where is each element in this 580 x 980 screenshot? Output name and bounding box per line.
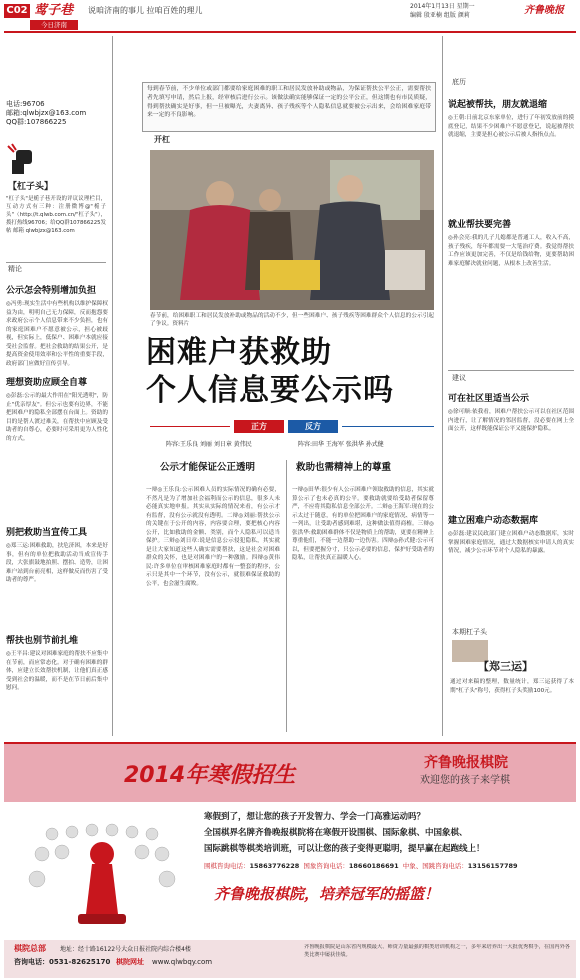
right-text-3: ◎徐可顺:依我看，困难户帮扶公示可以在社区范围内进行，让了解情况的邻居监督，没必要在网上全面公开，这样既能保证公平又能保护隐私。 [448, 409, 574, 432]
left-logo-box [6, 142, 106, 180]
page-number: C02 [4, 4, 30, 18]
lead-text: 每到春节前，不少单位或部门都要给家庭困难的职工和居民发放补助或物品，为保证帮扶公平公正，需要帮扶者先填写申请，然后上报，经审核后进行公示。该做法确实能够保证一定的公平公正，但这期也有市民质疑，得到帮扶确实是好事，但一旦被曝光，夫妻离异、孩子残疾等个人隐私信息就要被公示出来，会给困难家庭带来一定的不良影响。 [147, 86, 431, 119]
ad-line-3: 国际跳棋等棋类培训班，可以让您的孩子变得更聪明，提早赢在起跑线上！ [204, 844, 485, 854]
masthead-editor: 编辑 殷亚楠 组版 颜莉 [410, 12, 470, 19]
left-tag: 精论 [8, 265, 22, 273]
pro-title: 公示才能保证公正透明 [160, 462, 256, 473]
ad-brand: 齐鲁晚报棋院 [424, 755, 508, 771]
right-col-separator [442, 36, 443, 736]
pro-members: 阵容:王乐良 刘丽 刘日章 黄伟民 [166, 441, 252, 448]
left-text-3: ◎郑三运:困难救助，扶危济困，本来是好事，但有的单位把救助活动当成宣传手段，大张旗鼓地拍照、摆拍、造势，让困难户站到台前亮相，这样做反而伤害了受助者的尊严。 [6, 543, 108, 583]
debate-separator [286, 460, 287, 732]
left-headline-3: 别把救助当宣传工具 [6, 528, 88, 538]
headline-line-1: 困难户获救助 [146, 335, 332, 370]
ad-welcome: 欢迎您的孩子来学棋 [420, 775, 510, 786]
fist-icon [6, 142, 46, 176]
debate-line-left [150, 426, 230, 427]
left-headline-1: 公示怎会特别增加负担 [6, 286, 97, 296]
right-text-2: ◎孙会亮:我的儿子儿媳都是普通工人，收入不高，孩子残疾，每年都需要一大笔治疗费。我觉得帮扶工作应该更加完善，不仅是给钱给物，更要帮助困难家庭解决就业问题，从根本上改善生活。 [448, 235, 574, 267]
left-text-4: ◎王平昌:建议对困难家庭的帮扶不应集中在节前，而应常态化。对于确有困难的群体，应建立长效帮扶机制，让他们真正感受到社会的温暖，而不是在节日前后集中慰问。 [6, 651, 108, 691]
con-label: 反方 [288, 420, 338, 433]
host-desc: 通过对来稿的整理，数量统计，郑三运获得了本期"杠子头"称号，获得杠子头奖励100元。 [450, 679, 574, 694]
paper-logo: 齐鲁晚报 [524, 5, 564, 16]
phone3[interactable]: 13156157789 [467, 862, 518, 870]
con-title: 救助也需精神上的尊重 [296, 462, 392, 473]
contact-phone: 电话:96706 [6, 100, 45, 108]
left-text-2: ◎彭磊:公示的最大作用在"阳光透明"，防止"优亲厚友"。但公示也要有边界，不能把困难户的隐私全部摆在台面上。资助的目的是帮人渡过难关，在帮扶中应顾及受助者的自尊心，必要时可采用更为人性化的方式。 [6, 393, 108, 442]
main-headline [140, 334, 440, 418]
phone1[interactable]: 15863776228 [249, 862, 300, 870]
right-headline-2: 就业帮扶要完善 [448, 220, 512, 230]
news-photo [150, 150, 434, 310]
hotline[interactable]: 咨询电话：0531-82625170 [14, 958, 111, 966]
hq-label: 棋院总部 [14, 944, 46, 953]
masthead [0, 0, 580, 34]
ad-slogan: 齐鲁晚报棋院，培养冠军的摇篮！ [214, 885, 440, 903]
lead-box [142, 82, 436, 132]
phone2-label: 国象咨询电话： [303, 862, 349, 870]
left-col-separator [112, 36, 113, 736]
contact-email: 邮箱:qlwbjzx@163.com [6, 109, 87, 117]
right-tag-1: 底历 [452, 78, 466, 86]
contact-qq: QQ群:107866225 [6, 118, 67, 126]
masthead-rule [4, 31, 576, 33]
phone1-label: 围棋咨询电话： [204, 862, 250, 870]
right-headline-3: 可在社区里适当公示 [448, 394, 530, 404]
masthead-date: 2014年1月13日 星期一 [410, 3, 475, 10]
column-label: 【杠子头】 [8, 182, 54, 192]
headline-line-2: 个人信息要公示吗 [146, 373, 394, 408]
ad-phones [204, 862, 518, 871]
right-headline-4: 建立困难户动态数据库 [448, 516, 539, 526]
con-text: 一辩◎田华:很少有人公示困难户领取救助的信息，其实就算公示了也未必真的公平。要救助就要给受助者保留尊严，不应将其隐私信息全部公开。二辩◎王海军:现在的公示太过于随意，有的单位把困难户的家庭情况、病情等一一列出，让受助者感到难堪，这种做法值得商榷。三辩◎张洪华:救助困难群体不仅是物质上的帮助，更要在精神上尊重他们，不能一边帮助一边伤害。四辩◎孙式健:公示可以，但要把握分寸，只公示必要的信息，保护好受助者的隐私，让帮扶真正温暖人心。 [292, 487, 434, 561]
site-label: 棋院网址 [116, 958, 144, 966]
hq-address: 地址：经十路16122号大众日报社院内综合楼4楼 [60, 946, 191, 953]
left-headline-4: 帮扶也别节前扎堆 [6, 636, 79, 646]
left-text-1: ◎冯勇:现实生活中有些机构以维护保障权益为由，明明自己无力保障，反而抱怨要求政府公示个人信息带来不少负担，也有的家庭困难户不愿意被公示，担心被歧视，但实际上，低保户、困难户本就应接受社会监督。把社会救助的结果公开，是提高资金使用效率和公平性的重要手段，政府部门应做好宣传引导。 [6, 301, 108, 367]
host-photo [452, 640, 488, 662]
column-name: 莺子巷 [34, 3, 74, 18]
ad-line-2: 全国棋界名牌齐鲁晚报棋院将在寒假开设围棋、国际象棋、中国象棋、 [204, 828, 468, 838]
site-url[interactable]: www.qlwbqy.com [152, 958, 213, 966]
con-members: 阵容:田华 王海军 张洪华 孙式健 [298, 441, 384, 448]
debate-bar [150, 420, 434, 434]
right-text-1: ◎王朝:日前北京东家单位，进行了年初发放前的摸底登记，结果不少困难户不愿意登记，说起被帮扶就退缩，主要是担心被公示后被人指指点点。 [448, 115, 574, 138]
pro-label: 正方 [234, 420, 284, 433]
left-headline-2: 理想资助应顾全自尊 [6, 378, 88, 388]
masthead-slogan: 说咱济南的事儿 拉咱百姓的理儿 [88, 6, 203, 15]
ad-banner [4, 742, 576, 980]
ad-headline: 2014年寒假招生 [124, 763, 296, 788]
phone3-label: 中象、国跳咨询电话： [402, 862, 468, 870]
chess-pieces-icon [12, 804, 192, 944]
right-tag-2: 建议 [452, 374, 466, 382]
photo-caption: 春节前，给困难职工和居民发放补助或物品的活动不少，但一些困难户、孩子残疾等困难群众个人信息的公示引起了争议。资料片 [150, 313, 434, 327]
topic-tag: 开杠 [154, 135, 170, 144]
host-name: 【郑三运】 [478, 660, 533, 673]
right-text-4: ◎彭磊:建议民政部门建立困难户动态数据库，实时掌握困难家庭情况，通过大数据核实申请人的真实情况，减少公示环节对个人隐私的暴露。 [448, 531, 574, 554]
host-label: 本期杠子头 [452, 628, 487, 636]
left-divider [6, 262, 106, 263]
ad-footer-note: 齐鲁晚报棋院是山东省内规模最大、师资力量最强的棋类培训机构之一，多年来培养出一大批优秀棋手，在国内外各类比赛中屡获佳绩。 [304, 944, 570, 958]
section-tag: 今日济南 [30, 20, 78, 30]
phone2[interactable]: 18660186691 [348, 862, 399, 870]
right-divider [448, 370, 574, 371]
debate-line-right [342, 426, 434, 427]
pro-text: 一辩◎王乐良:公示困难人员的实际情况的确有必要，不然凡是为了增加社会福利而公示的信息，很多人未必能真实地申报。其实从实际的情况来看，有公示才有监督，没有公示就没有透明。二辩◎刘丽:帮扶公示的关键在于公开的内容，内容要合理，要把核心内容公开，比如救助的金额、类别，而个人隐私可以适当保护。三辩◎刘日章:说是信息公示侵犯隐私，其实就是让大家知道这些人确实需要帮扶，这是社会对困难群众的关怀，也是对困难户的一种激励。四辩◎黄伟民:许多单位在审核困难家庭时都有一整套的程序，公示只是其中一个环节，没有公示，就很难保证救助的公平，也会滋生腐败。 [146, 487, 280, 587]
left-contact [6, 100, 106, 127]
right-headline-1: 说起被帮扶，朋友就退缩 [448, 100, 548, 110]
column-desc: "杠子头"是栀子巷开设的评议议理栏目，互动方式有三种：注册微博@"栀子头"（http://t.qlwb.com.cn/"杠子头"），拨打热线96706；给QQ群107866225发帖 邮箱 qlwbjzx@163.com [6, 196, 106, 234]
ad-line-1: 寒假到了，想让您的孩子开发智力、学会一门高雅运动吗？ [204, 812, 426, 822]
